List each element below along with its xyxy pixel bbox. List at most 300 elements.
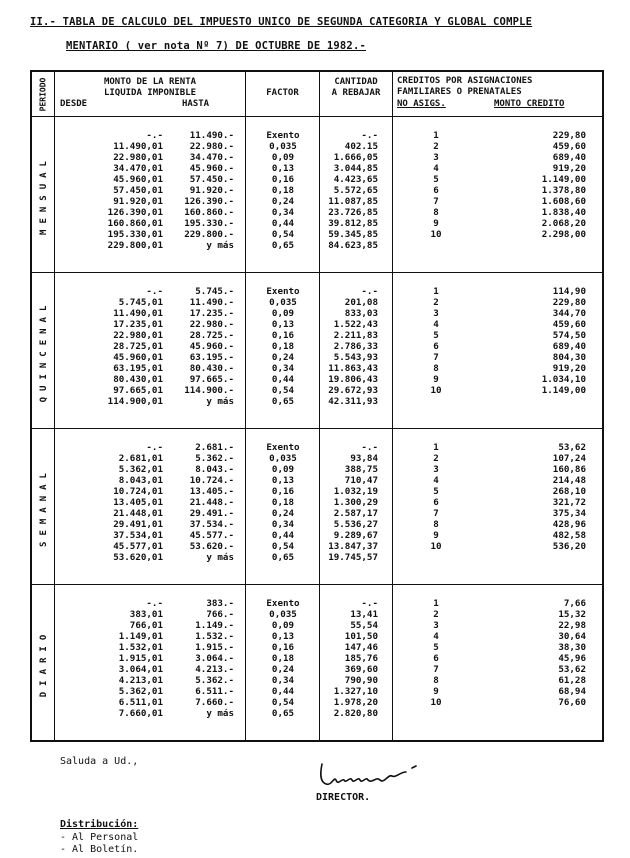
renta-desde-cell: 8.043,01 <box>118 475 163 486</box>
asignaciones-number-cell: 9 <box>433 374 439 385</box>
table-row <box>32 486 602 497</box>
cantidad-cell: 388,75 <box>344 464 378 475</box>
renta-hasta-cell: 45.960.- <box>189 163 234 174</box>
section-divider <box>32 428 602 429</box>
cantidad-cell: 2.786,33 <box>333 341 378 352</box>
cantidad-cell: 5.543,93 <box>333 352 378 363</box>
cantidad-cell: -.- <box>361 286 378 297</box>
factor-cell: Exento <box>266 598 300 609</box>
cantidad-cell: 55,54 <box>350 620 378 631</box>
asignaciones-number-cell: 8 <box>433 207 439 218</box>
monto-credito-cell: 459,60 <box>552 319 586 330</box>
renta-desde-cell: 126.390,01 <box>107 207 163 218</box>
renta-desde-cell: -.- <box>146 286 163 297</box>
renta-desde-cell: 766,01 <box>129 620 163 631</box>
desde-header: DESDE <box>60 99 88 109</box>
hasta-header: HASTA <box>182 99 210 109</box>
factor-cell: 0,44 <box>271 686 295 697</box>
asignaciones-number-cell: 4 <box>433 475 439 486</box>
cantidad-cell: -.- <box>361 442 378 453</box>
asignaciones-number-cell: 7 <box>433 508 439 519</box>
cantidad-cell: 23.726,85 <box>328 207 378 218</box>
monto-credito-cell: 344,70 <box>552 308 586 319</box>
renta-desde-cell: 6.511,01 <box>118 697 163 708</box>
factor-cell: 0,18 <box>271 497 295 508</box>
renta-desde-cell: 1.149,01 <box>118 631 163 642</box>
factor-cell: 0,34 <box>271 207 295 218</box>
periodo-header: PERIODO <box>38 77 48 112</box>
asignaciones-number-cell: 3 <box>433 464 439 475</box>
renta-desde-cell: 80.430,01 <box>113 374 163 385</box>
monto-credito-cell: 1.149,00 <box>541 174 586 185</box>
asignaciones-number-cell: 5 <box>433 330 439 341</box>
monto-credito-cell: 919,20 <box>552 363 586 374</box>
asignaciones-number-cell: 1 <box>433 286 439 297</box>
cantidad-cell: 19.745,57 <box>328 552 378 563</box>
renta-desde-cell: 34.470,01 <box>113 163 163 174</box>
table-row <box>32 530 602 541</box>
factor-cell: 0,54 <box>271 541 295 552</box>
renta-desde-cell: 11.490,01 <box>113 308 163 319</box>
cantidad-cell: 833,03 <box>344 308 378 319</box>
table-row <box>32 152 602 163</box>
factor-cell: 0,13 <box>271 475 295 486</box>
table-row <box>32 196 602 207</box>
monto-credito-cell: 229,80 <box>552 130 586 141</box>
section-diario <box>32 586 602 740</box>
renta-hasta-cell: 10.724.- <box>189 475 234 486</box>
asignaciones-number-cell: 2 <box>433 453 439 464</box>
factor-cell: 0,16 <box>271 174 295 185</box>
renta-hasta-cell: 37.534.- <box>189 519 234 530</box>
renta-desde-cell: 45.577,01 <box>113 541 163 552</box>
renta-hasta-cell: 17.235.- <box>189 308 234 319</box>
renta-hasta-cell: 2.681.- <box>195 442 234 453</box>
factor-cell: 0,65 <box>271 552 295 563</box>
table-row <box>32 675 602 686</box>
cantidad-cell: 2.587,17 <box>333 508 378 519</box>
renta-desde-cell: 63.195,01 <box>113 363 163 374</box>
table-row <box>32 319 602 330</box>
renta-desde-cell: -.- <box>146 598 163 609</box>
renta-hasta-cell: 80.430.- <box>189 363 234 374</box>
renta-hasta-cell: 57.450.- <box>189 174 234 185</box>
monto-credito-cell: 375,34 <box>552 508 586 519</box>
renta-hasta-cell: 11.490.- <box>189 130 234 141</box>
cantidad-cell: 147,46 <box>344 642 378 653</box>
asignaciones-number-cell: 9 <box>433 218 439 229</box>
table-row <box>32 519 602 530</box>
asignaciones-number-cell: 6 <box>433 185 439 196</box>
renta-desde-cell: 1.532,01 <box>118 642 163 653</box>
asignaciones-number-cell: 5 <box>433 174 439 185</box>
asignaciones-number-cell: 1 <box>433 598 439 609</box>
renta-desde-cell: 53.620,01 <box>113 552 163 563</box>
renta-hasta-cell: 11.490.- <box>189 297 234 308</box>
cantidad-cell: 13.847,37 <box>328 541 378 552</box>
factor-cell: 0,16 <box>271 642 295 653</box>
asignaciones-number-cell: 4 <box>433 163 439 174</box>
monto-credito-cell: 689,40 <box>552 152 586 163</box>
monto-credito-cell: 1.608,60 <box>541 196 586 207</box>
section-label-text: DIARIO <box>39 628 49 698</box>
cantidad-cell: 2.211,83 <box>333 330 378 341</box>
monto-credito-cell: 214,48 <box>552 475 586 486</box>
renta-desde-cell: 22.980,01 <box>113 152 163 163</box>
monto-credito-cell: 804,30 <box>552 352 586 363</box>
renta-hasta-cell: y más <box>206 708 234 719</box>
renta-desde-cell: -.- <box>146 130 163 141</box>
renta-hasta-cell: 28.725.- <box>189 330 234 341</box>
renta-hasta-cell: 22.980.- <box>189 319 234 330</box>
monto-credito-cell: 7,66 <box>563 598 586 609</box>
factor-cell: 0,65 <box>271 240 295 251</box>
renta-hasta-cell: 766.- <box>206 609 234 620</box>
cantidad-cell: 93,84 <box>350 453 378 464</box>
table-row <box>32 352 602 363</box>
monto-credito-cell: 574,50 <box>552 330 586 341</box>
monto-credito-cell: 15,32 <box>558 609 586 620</box>
asignaciones-number-cell: 9 <box>433 686 439 697</box>
asignaciones-number-cell: 10 <box>430 541 442 552</box>
table-row <box>32 218 602 229</box>
table-row <box>32 664 602 675</box>
table-row <box>32 598 602 609</box>
monto-credito-cell: 919,20 <box>552 163 586 174</box>
renta-desde-cell: 17.235,01 <box>113 319 163 330</box>
table-row <box>32 207 602 218</box>
renta-desde-cell: 383,01 <box>129 609 163 620</box>
table-row <box>32 708 602 719</box>
asignaciones-number-cell: 7 <box>433 664 439 675</box>
renta-hasta-cell: 21.448.- <box>189 497 234 508</box>
no-asigs-header: NO ASIGS. <box>397 99 446 109</box>
monto-credito-cell: 459,60 <box>552 141 586 152</box>
cantidad-cell: 369,60 <box>344 664 378 675</box>
monto-credito-cell: 1.149,00 <box>541 385 586 396</box>
monto-renta-header: MONTO DE LA RENTA LIQUIDA IMPONIBLE <box>103 77 197 98</box>
factor-cell: Exento <box>266 286 300 297</box>
cantidad-cell: 5.572,65 <box>333 185 378 196</box>
factor-cell: 0,09 <box>271 620 295 631</box>
monto-credito-cell: 53,62 <box>558 664 586 675</box>
renta-desde-cell: 114.900,01 <box>107 396 163 407</box>
renta-hasta-cell: 1.149.- <box>195 620 234 631</box>
cantidad-cell: 9.289,67 <box>333 530 378 541</box>
renta-hasta-cell: 63.195.- <box>189 352 234 363</box>
asignaciones-number-cell: 3 <box>433 152 439 163</box>
table-row <box>32 163 602 174</box>
cantidad-cell: 1.978,20 <box>333 697 378 708</box>
renta-hasta-cell: 4.213.- <box>195 664 234 675</box>
renta-desde-cell: -.- <box>146 442 163 453</box>
cantidad-cell: 11.087,85 <box>328 196 378 207</box>
asignaciones-number-cell: 6 <box>433 653 439 664</box>
monto-credito-cell: 68,94 <box>558 686 586 697</box>
cantidad-cell: -.- <box>361 598 378 609</box>
cantidad-cell: 29.672,93 <box>328 385 378 396</box>
monto-credito-cell: 321,72 <box>552 497 586 508</box>
renta-hasta-cell: 22.980.- <box>189 141 234 152</box>
section-label-text: MENSUAL <box>39 155 49 235</box>
renta-hasta-cell: 1.915.- <box>195 642 234 653</box>
cantidad-cell: 402.15 <box>344 141 378 152</box>
asignaciones-number-cell: 6 <box>433 497 439 508</box>
renta-desde-cell: 22.980,01 <box>113 330 163 341</box>
monto-credito-cell: 1.838,40 <box>541 207 586 218</box>
renta-hasta-cell: 13.405.- <box>189 486 234 497</box>
cantidad-cell: 13,41 <box>350 609 378 620</box>
cantidad-cell: 5.536,27 <box>333 519 378 530</box>
factor-cell: 0,035 <box>269 453 297 464</box>
table-row <box>32 464 602 475</box>
factor-cell: 0,65 <box>271 396 295 407</box>
monto-credito-header: MONTO CREDITO <box>494 99 565 109</box>
cantidad-cell: 201,08 <box>344 297 378 308</box>
factor-cell: 0,54 <box>271 697 295 708</box>
renta-hasta-cell: 7.660.- <box>195 697 234 708</box>
cantidad-cell: 42.311,93 <box>328 396 378 407</box>
tax-table <box>30 70 604 742</box>
renta-desde-cell: 10.724,01 <box>113 486 163 497</box>
asignaciones-number-cell: 8 <box>433 519 439 530</box>
renta-desde-cell: 45.960,01 <box>113 352 163 363</box>
factor-cell: 0,09 <box>271 308 295 319</box>
factor-cell: 0,035 <box>269 609 297 620</box>
renta-hasta-cell: 160.860.- <box>184 207 234 218</box>
cantidad-cell: 39.812,85 <box>328 218 378 229</box>
monto-credito-cell: 30,64 <box>558 631 586 642</box>
document-heading-line-1: II.- TABLA DE CALCULO DEL IMPUESTO UNICO DE SEGUNDA CATEGORIA Y GLOBAL COMPLE <box>30 16 533 28</box>
cantidad-cell: 790,90 <box>344 675 378 686</box>
renta-hasta-cell: 126.390.- <box>184 196 234 207</box>
monto-credito-cell: 2.068,20 <box>541 218 586 229</box>
cantidad-header: CANTIDAD A REBAJAR <box>331 77 381 98</box>
factor-cell: 0,24 <box>271 352 295 363</box>
table-row <box>32 552 602 563</box>
factor-cell: 0,18 <box>271 653 295 664</box>
creditos-header: CREDITOS POR ASIGNACIONES FAMILIARES O PRENATALES <box>397 76 533 97</box>
table-row <box>32 642 602 653</box>
cantidad-cell: 4.423,65 <box>333 174 378 185</box>
renta-desde-cell: 195.330,01 <box>107 229 163 240</box>
table-row <box>32 374 602 385</box>
table-row <box>32 308 602 319</box>
renta-desde-cell: 1.915,01 <box>118 653 163 664</box>
renta-desde-cell: 13.405,01 <box>113 497 163 508</box>
table-row <box>32 475 602 486</box>
director-label: DIRECTOR. <box>316 792 371 803</box>
table-row <box>32 653 602 664</box>
table-row <box>32 363 602 374</box>
monto-credito-cell: 107,24 <box>552 453 586 464</box>
asignaciones-number-cell: 4 <box>433 319 439 330</box>
asignaciones-number-cell: 7 <box>433 352 439 363</box>
factor-cell: 0,24 <box>271 664 295 675</box>
distribution-item: - Al Boletín. <box>60 844 139 855</box>
renta-hasta-cell: y más <box>206 396 234 407</box>
renta-hasta-cell: 5.362.- <box>195 675 234 686</box>
asignaciones-number-cell: 3 <box>433 308 439 319</box>
asignaciones-number-cell: 6 <box>433 341 439 352</box>
asignaciones-number-cell: 5 <box>433 642 439 653</box>
asignaciones-number-cell: 1 <box>433 442 439 453</box>
factor-cell: 0,18 <box>271 341 295 352</box>
table-row <box>32 174 602 185</box>
factor-cell: 0,65 <box>271 708 295 719</box>
factor-cell: 0,54 <box>271 385 295 396</box>
cantidad-cell: 710,47 <box>344 475 378 486</box>
renta-desde-cell: 5.362,01 <box>118 686 163 697</box>
monto-credito-cell: 482,58 <box>552 530 586 541</box>
renta-hasta-cell: 383.- <box>206 598 234 609</box>
asignaciones-number-cell: 1 <box>433 130 439 141</box>
factor-cell: 0,13 <box>271 631 295 642</box>
distribution-title: Distribución: <box>60 819 139 830</box>
header-divider <box>32 116 602 117</box>
renta-hasta-cell: 45.960.- <box>189 341 234 352</box>
monto-credito-cell: 2.298,00 <box>541 229 586 240</box>
renta-hasta-cell: 97.665.- <box>189 374 234 385</box>
asignaciones-number-cell: 10 <box>430 229 442 240</box>
asignaciones-number-cell: 4 <box>433 631 439 642</box>
renta-desde-cell: 91.920,01 <box>113 196 163 207</box>
table-row <box>32 141 602 152</box>
factor-cell: 0,54 <box>271 229 295 240</box>
cantidad-cell: 1.327,10 <box>333 686 378 697</box>
renta-desde-cell: 57.450,01 <box>113 185 163 196</box>
cantidad-cell: 11.863,43 <box>328 363 378 374</box>
section-quincenal <box>32 274 602 428</box>
renta-hasta-cell: y más <box>206 552 234 563</box>
asignaciones-number-cell: 3 <box>433 620 439 631</box>
section-label-text: QUINCENAL <box>39 299 49 403</box>
factor-cell: 0,18 <box>271 185 295 196</box>
factor-cell: 0,035 <box>269 297 297 308</box>
table-row <box>32 453 602 464</box>
cantidad-cell: 3.044,85 <box>333 163 378 174</box>
factor-cell: 0,16 <box>271 486 295 497</box>
table-row <box>32 541 602 552</box>
renta-desde-cell: 2.681,01 <box>118 453 163 464</box>
table-row <box>32 396 602 407</box>
cantidad-cell: 84.623,85 <box>328 240 378 251</box>
renta-desde-cell: 3.064,01 <box>118 664 163 675</box>
cantidad-cell: 59.345,85 <box>328 229 378 240</box>
asignaciones-number-cell: 10 <box>430 385 442 396</box>
table-row <box>32 620 602 631</box>
cantidad-cell: 19.806,43 <box>328 374 378 385</box>
renta-desde-cell: 229.800,01 <box>107 240 163 251</box>
renta-hasta-cell: 91.920.- <box>189 185 234 196</box>
monto-credito-cell: 229,80 <box>552 297 586 308</box>
factor-cell: 0,09 <box>271 464 295 475</box>
renta-desde-cell: 21.448,01 <box>113 508 163 519</box>
cantidad-cell: 2.820,80 <box>333 708 378 719</box>
renta-hasta-cell: 114.900.- <box>184 385 234 396</box>
renta-desde-cell: 7.660,01 <box>118 708 163 719</box>
renta-hasta-cell: 3.064.- <box>195 653 234 664</box>
cantidad-cell: 1.300,29 <box>333 497 378 508</box>
table-row <box>32 385 602 396</box>
renta-hasta-cell: 229.800.- <box>184 229 234 240</box>
renta-desde-cell: 5.745,01 <box>118 297 163 308</box>
factor-cell: 0,24 <box>271 196 295 207</box>
factor-cell: 0,44 <box>271 374 295 385</box>
renta-desde-cell: 160.860,01 <box>107 218 163 229</box>
table-row <box>32 508 602 519</box>
document-heading-line-2: MENTARIO ( ver nota Nº 7) DE OCTUBRE DE 1982.- <box>66 40 366 52</box>
renta-desde-cell: 11.490,01 <box>113 141 163 152</box>
renta-hasta-cell: 5.745.- <box>195 286 234 297</box>
factor-cell: 0,24 <box>271 508 295 519</box>
factor-cell: 0,44 <box>271 530 295 541</box>
asignaciones-number-cell: 8 <box>433 675 439 686</box>
monto-credito-cell: 22,98 <box>558 620 586 631</box>
monto-credito-cell: 114,90 <box>552 286 586 297</box>
cantidad-cell: 1.032,19 <box>333 486 378 497</box>
monto-credito-cell: 1.378,80 <box>541 185 586 196</box>
asignaciones-number-cell: 5 <box>433 486 439 497</box>
renta-hasta-cell: 45.577.- <box>189 530 234 541</box>
renta-desde-cell: 4.213,01 <box>118 675 163 686</box>
cantidad-cell: 185,76 <box>344 653 378 664</box>
factor-cell: 0,34 <box>271 519 295 530</box>
factor-cell: 0,44 <box>271 218 295 229</box>
table-row <box>32 185 602 196</box>
asignaciones-number-cell: 7 <box>433 196 439 207</box>
factor-cell: 0,035 <box>269 141 297 152</box>
table-row <box>32 240 602 251</box>
section-divider <box>32 584 602 585</box>
table-row <box>32 341 602 352</box>
renta-desde-cell: 45.960,01 <box>113 174 163 185</box>
distribution-item: - Al Personal <box>60 832 139 843</box>
section-label-text: SEMANAL <box>39 467 49 547</box>
director-signature <box>316 754 446 794</box>
renta-hasta-cell: 29.491.- <box>189 508 234 519</box>
factor-cell: 0,34 <box>271 363 295 374</box>
asignaciones-number-cell: 8 <box>433 363 439 374</box>
table-row <box>32 130 602 141</box>
table-row <box>32 442 602 453</box>
monto-credito-cell: 160,86 <box>552 464 586 475</box>
monto-credito-cell: 76,60 <box>558 697 586 708</box>
asignaciones-number-cell: 2 <box>433 297 439 308</box>
asignaciones-number-cell: 2 <box>433 609 439 620</box>
asignaciones-number-cell: 2 <box>433 141 439 152</box>
closing-salutation: Saluda a Ud., <box>60 756 139 767</box>
monto-credito-cell: 53,62 <box>558 442 586 453</box>
factor-cell: 0,34 <box>271 675 295 686</box>
monto-credito-cell: 428,96 <box>552 519 586 530</box>
section-divider <box>32 272 602 273</box>
table-row <box>32 286 602 297</box>
cantidad-cell: 1.666,05 <box>333 152 378 163</box>
monto-credito-cell: 268,10 <box>552 486 586 497</box>
table-row <box>32 330 602 341</box>
monto-credito-cell: 536,20 <box>552 541 586 552</box>
renta-desde-cell: 29.491,01 <box>113 519 163 530</box>
factor-cell: 0,16 <box>271 330 295 341</box>
table-row <box>32 229 602 240</box>
table-row <box>32 497 602 508</box>
monto-credito-cell: 689,40 <box>552 341 586 352</box>
table-row <box>32 297 602 308</box>
factor-cell: 0,09 <box>271 152 295 163</box>
cantidad-cell: -.- <box>361 130 378 141</box>
section-mensual <box>32 118 602 272</box>
